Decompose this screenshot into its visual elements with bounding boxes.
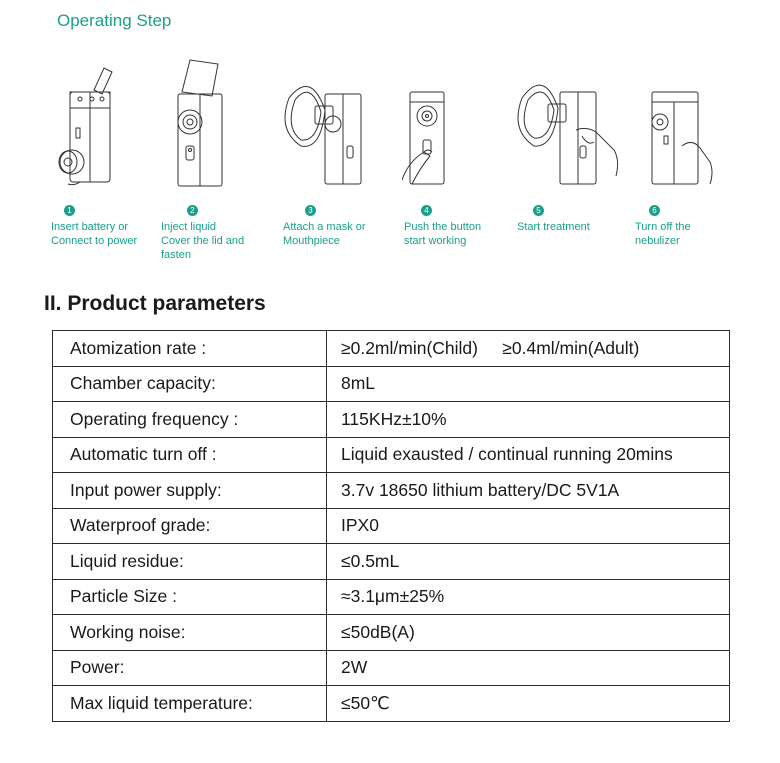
step-caption-6-line-1: Turn off the	[635, 221, 691, 233]
product-parameters-table	[52, 330, 730, 722]
table-row	[53, 331, 730, 367]
param-value: 2W	[327, 650, 730, 686]
step-caption-4	[404, 220, 481, 248]
step-caption-4-line-2: start working	[404, 235, 467, 247]
step-2	[160, 50, 280, 270]
param-label: Liquid residue:	[53, 544, 327, 580]
table-row	[53, 402, 730, 438]
step-3	[281, 50, 401, 270]
operating-step-title: Operating Step	[57, 11, 172, 30]
step-5	[516, 50, 636, 270]
step-number-2: 2	[187, 205, 198, 216]
step-caption-1	[51, 220, 137, 248]
param-value: 115KHz±10%	[327, 402, 730, 438]
step-caption-3-line-1: Attach a mask or	[283, 221, 366, 233]
step-caption-5	[517, 220, 590, 234]
step-6	[636, 50, 756, 270]
param-label: Operating frequency :	[53, 402, 327, 438]
param-label: Input power supply:	[53, 473, 327, 509]
table-row	[53, 579, 730, 615]
table-row	[53, 615, 730, 651]
step-caption-2-line-3: fasten	[161, 249, 191, 261]
table-row	[53, 473, 730, 509]
step-number-5: 5	[533, 205, 544, 216]
param-label: Particle Size :	[53, 579, 327, 615]
param-value: 3.7v 18650 lithium battery/DC 5V1A	[327, 473, 730, 509]
param-value: ≤0.5mL	[327, 544, 730, 580]
step-caption-1-line-2: Connect to power	[51, 235, 138, 247]
step-caption-4-line-1: Push the button	[404, 221, 482, 233]
product-parameters-title: II. Product parameters	[44, 292, 266, 315]
step-number-6: 6	[649, 205, 660, 216]
table-row	[53, 650, 730, 686]
step-caption-2	[161, 220, 244, 262]
table-row	[53, 366, 730, 402]
param-value: ≈3.1μm±25%	[327, 579, 730, 615]
table-row	[53, 686, 730, 722]
param-value: ≤50℃	[327, 686, 730, 722]
param-label: Max liquid temperature:	[53, 686, 327, 722]
param-label: Chamber capacity:	[53, 366, 327, 402]
nebulizer-treatment-icon	[516, 50, 636, 190]
step-1	[50, 50, 170, 270]
table-row	[53, 544, 730, 580]
nebulizer-mask-icon	[281, 50, 401, 190]
operating-steps	[40, 50, 740, 270]
step-caption-6	[635, 220, 691, 248]
param-value: ≥0.2ml/min(Child) ≥0.4ml/min(Adult)	[327, 331, 730, 367]
step-caption-2-line-2: Cover the lid and	[161, 235, 245, 247]
table-row	[53, 437, 730, 473]
param-label: Power:	[53, 650, 327, 686]
param-value: 8mL	[327, 366, 730, 402]
param-label: Waterproof grade:	[53, 508, 327, 544]
param-value: Liquid exausted / continual running 20mins	[327, 437, 730, 473]
nebulizer-lid-open-icon	[160, 50, 280, 190]
step-caption-3-line-2: Mouthpiece	[283, 235, 340, 247]
param-value: IPX0	[327, 508, 730, 544]
step-number-4: 4	[421, 205, 432, 216]
step-number-3: 3	[305, 205, 316, 216]
param-value: ≤50dB(A)	[327, 615, 730, 651]
nebulizer-battery-icon	[50, 50, 170, 190]
step-caption-3	[283, 220, 366, 248]
step-caption-2-line-1: Inject liquid	[161, 221, 217, 233]
step-caption-5-line-1: Start treatment	[517, 221, 590, 233]
nebulizer-button-press-icon	[402, 50, 522, 190]
step-4	[402, 50, 522, 270]
param-label: Working noise:	[53, 615, 327, 651]
nebulizer-off-icon	[636, 50, 756, 190]
step-caption-1-line-1: Insert battery or	[51, 221, 129, 233]
step-caption-6-line-2: nebulizer	[635, 235, 680, 247]
table-row	[53, 508, 730, 544]
step-number-1: 1	[64, 205, 75, 216]
param-label: Atomization rate :	[53, 331, 327, 367]
param-label: Automatic turn off :	[53, 437, 327, 473]
